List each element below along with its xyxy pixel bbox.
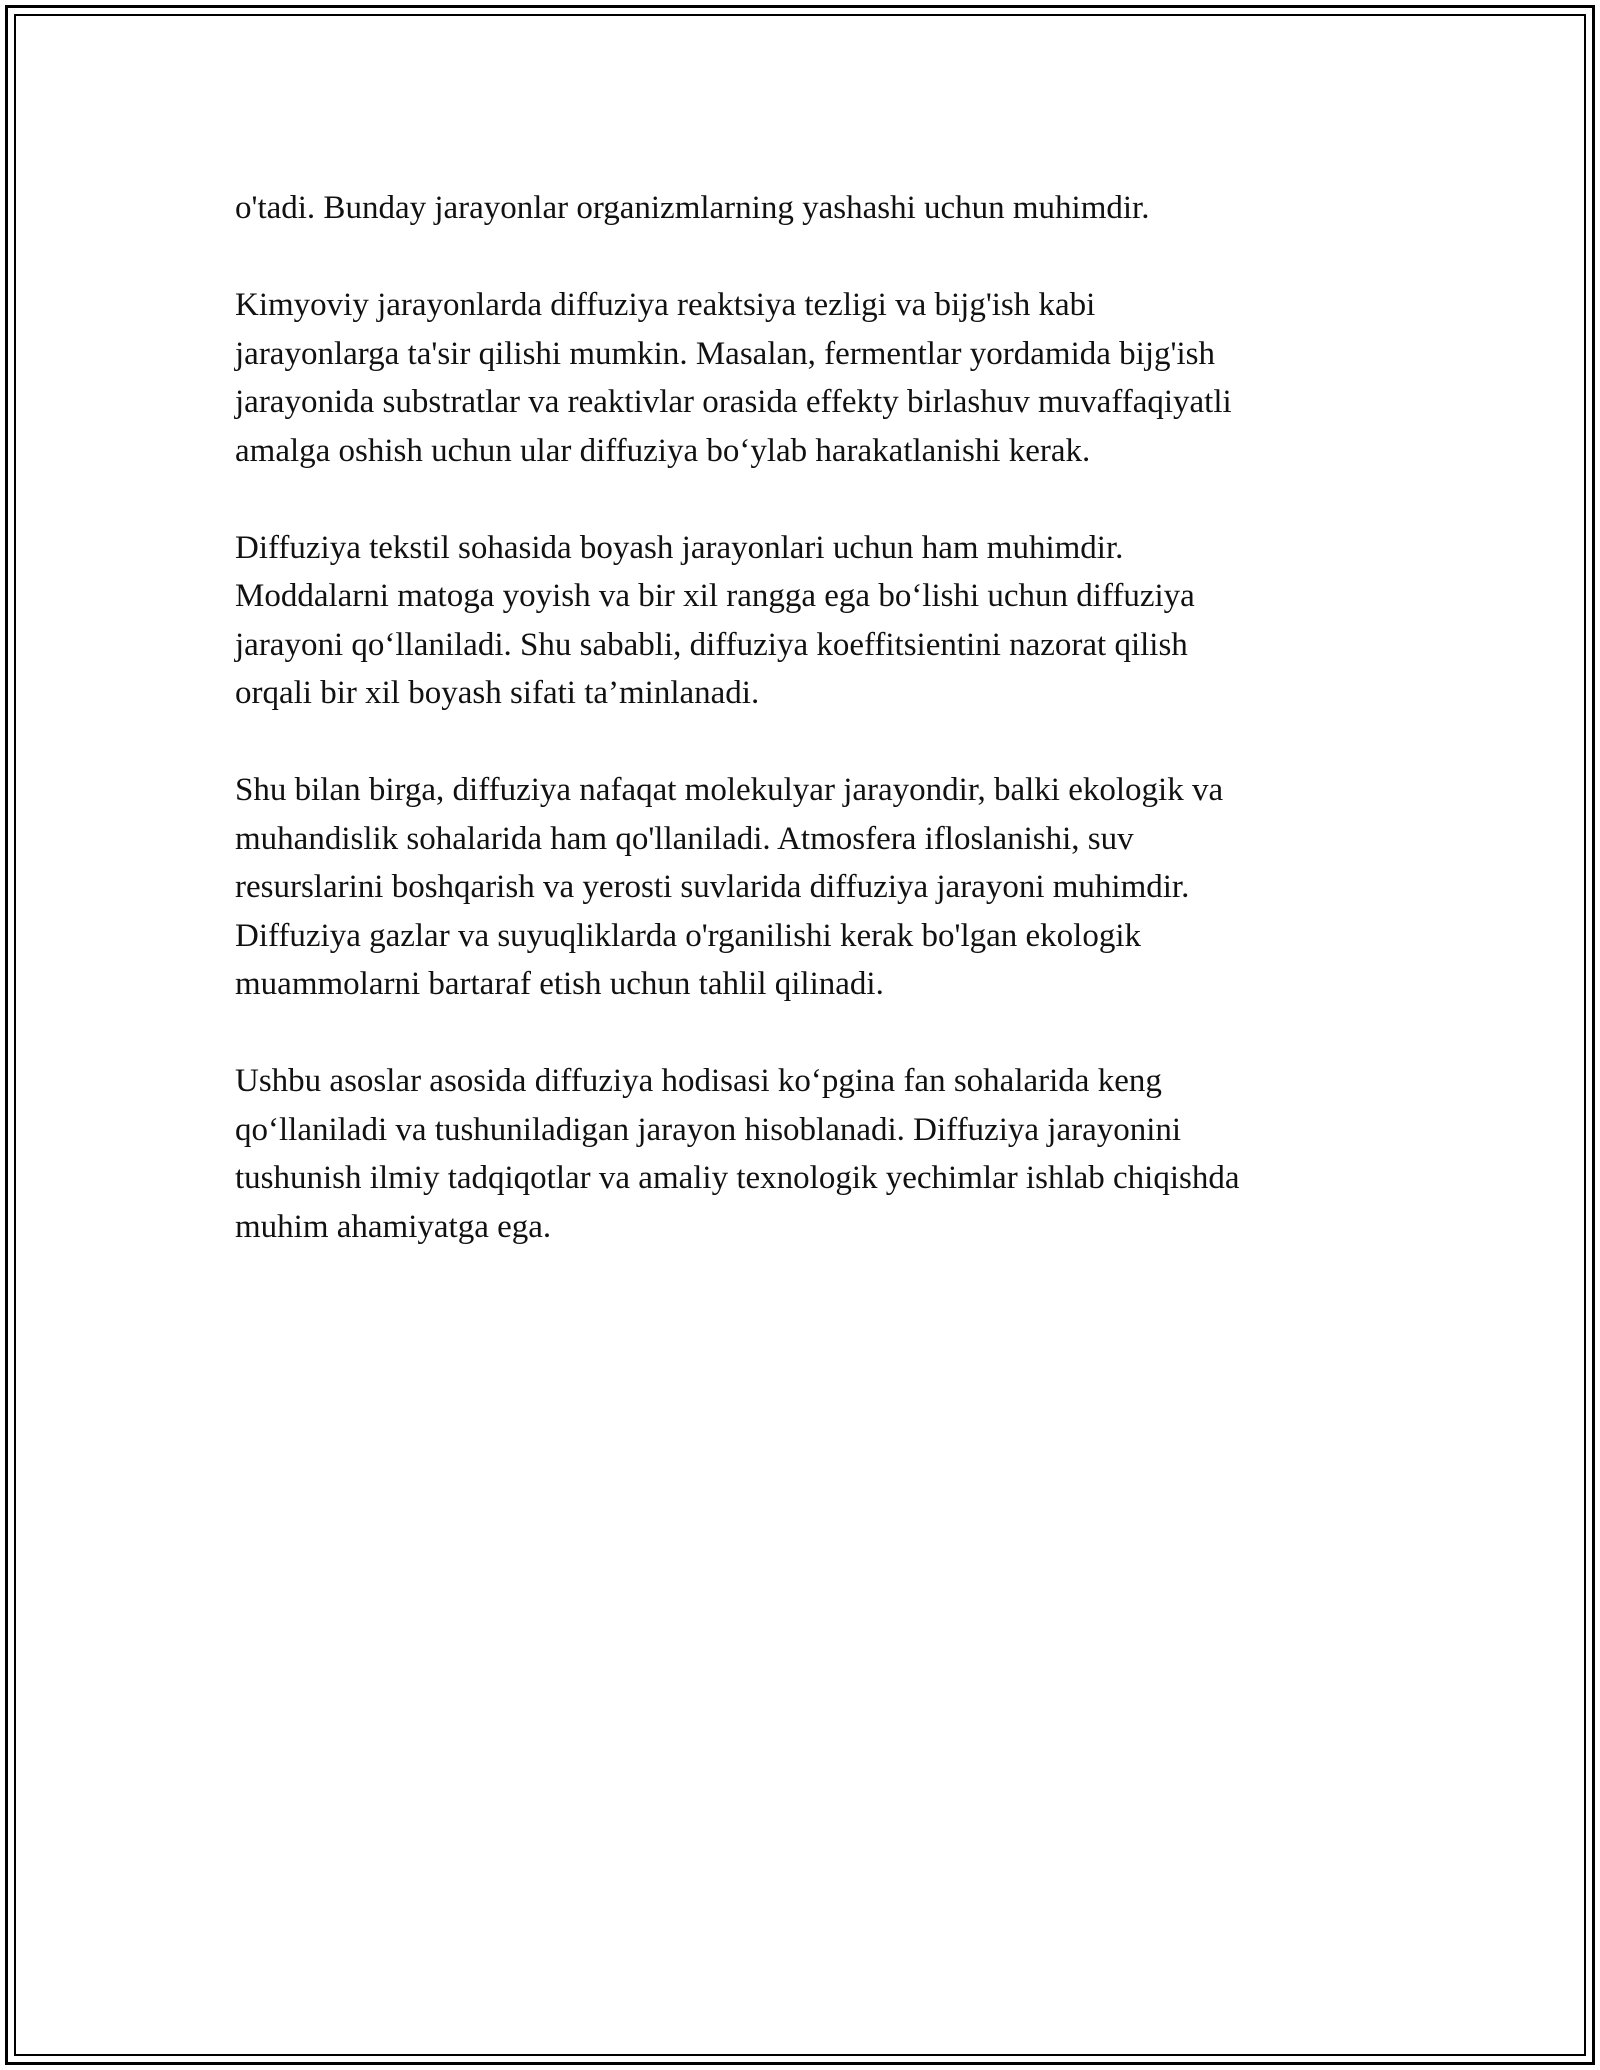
text-line: o'tadi. Bunday jarayonlar organizmlarning yashashi uchun muhimdir. — [235, 190, 1150, 226]
text-line: jarayonlarga ta'sir qilishi mumkin. Masalan, fermentlar yordamida bijg'ish — [235, 335, 1215, 372]
text-line: muhandislik sohalarida ham qo'llaniladi. Atmosfera ifloslanishi, suv — [235, 820, 1134, 857]
text-line: Shu bilan birga, diffuziya nafaqat molekulyar jarayondir, balki ekologik va — [235, 772, 1224, 808]
text-line: tushunish ilmiy tadqiqotlar va amaliy texnologik yechimlar ishlab chiqishda — [235, 1160, 1240, 1196]
paragraph-1 — [235, 184, 1365, 233]
paragraph-5 — [235, 1057, 1365, 1251]
text-line: Diffuziya gazlar va suyuqliklarda o'rganilishi kerak bo'lgan ekologik — [235, 917, 1142, 954]
paragraph-3 — [235, 524, 1365, 718]
text-line: jarayoni qo‘llaniladi. Shu sababli, diffuziya koeffitsientini nazorat qilish — [235, 626, 1188, 663]
text-line: muammolarni bartaraf etish uchun tahlil qilinadi. — [235, 966, 884, 1002]
text-line: Kimyoviy jarayonlarda diffuziya reaktsiya tezligi va bijg'ish kabi — [235, 287, 1096, 323]
text-line: muhim ahamiyatga ega. — [235, 1208, 552, 1245]
text-line: resurslarini boshqarish va yerosti suvlarida diffuziya jarayoni muhimdir. — [235, 869, 1190, 905]
text-line: Diffuziya tekstil sohasida boyash jarayonlari uchun ham muhimdir. — [235, 529, 1124, 566]
paragraph-4 — [235, 766, 1365, 1009]
paragraph-2 — [235, 281, 1365, 475]
text-line: amalga oshish uchun ular diffuziya bo‘ylab harakatlanishi kerak. — [235, 432, 1091, 469]
text-line: orqali bir xil boyash sifati ta’minlanadi. — [235, 675, 760, 711]
text-line: jarayonida substratlar va reaktivlar orasida effekty birlashuv muvaffaqiyatli — [235, 384, 1232, 420]
text-line: Moddalarni matoga yoyish va bir xil rangga ega bo‘lishi uchun diffuziya — [235, 578, 1195, 614]
text-line: qo‘llaniladi va tushuniladigan jarayon hisoblanadi. Diffuziya jarayonini — [235, 1111, 1182, 1148]
text-line: Ushbu asoslar asosida diffuziya hodisasi ko‘pgina fan sohalarida keng — [235, 1063, 1162, 1099]
document-body — [235, 184, 1365, 1300]
